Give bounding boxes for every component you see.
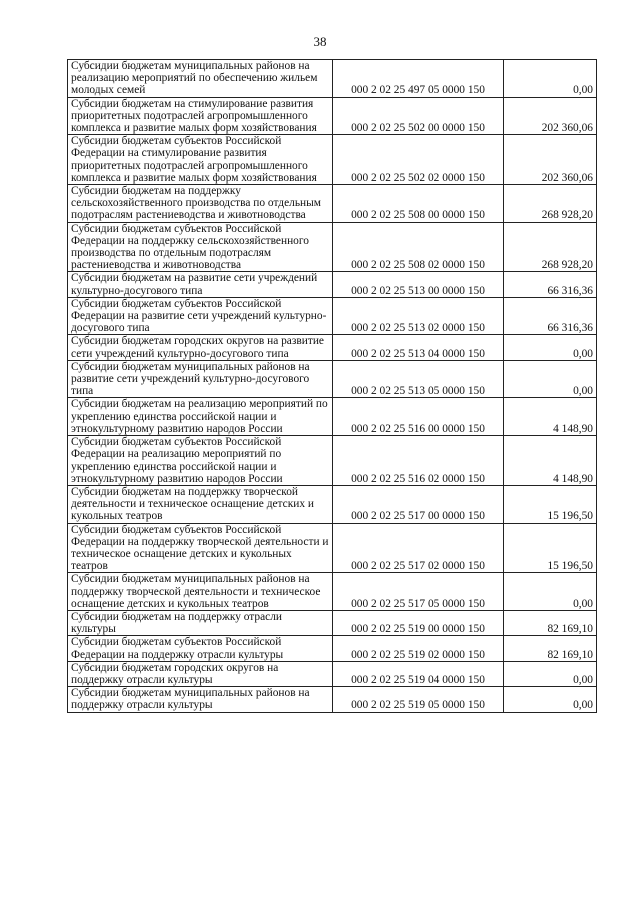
table-row [68, 335, 597, 360]
page-number: 38 [313, 34, 327, 49]
row-name: Субсидии бюджетам муниципальных районов на развитие сети учреждений культурно-досугового типа [68, 360, 333, 398]
table-row [68, 297, 597, 335]
row-name: Субсидии бюджетам муниципальных районов на реализацию мероприятий по обеспечению жильем молодых семей [68, 60, 333, 98]
row-amount: 66 316,36 [504, 272, 597, 297]
row-name: Субсидии бюджетам на поддержку сельскохозяйственного производства по отдельным подотраслям растениеводства и животноводства [68, 185, 333, 223]
row-amount: 202 360,06 [504, 135, 597, 185]
row-code: 000 2 02 25 516 02 0000 150 [333, 436, 504, 486]
table-row [68, 485, 597, 523]
row-code: 000 2 02 25 497 05 0000 150 [333, 60, 504, 98]
row-amount: 202 360,06 [504, 97, 597, 135]
table-row [68, 135, 597, 185]
row-name: Субсидии бюджетам муниципальных районов на поддержку отрасли культуры [68, 687, 333, 712]
row-code: 000 2 02 25 519 00 0000 150 [333, 610, 504, 635]
table-row [68, 573, 597, 611]
budget-revenue-table [67, 59, 597, 713]
row-amount: 0,00 [504, 360, 597, 398]
table-row [68, 97, 597, 135]
row-name: Субсидии бюджетам городских округов на развитие сети учреждений культурно-досугового типа [68, 335, 333, 360]
row-amount: 268 928,20 [504, 185, 597, 223]
row-name: Субсидии бюджетам субъектов Российской Федерации на стимулирование развития приоритетных подотраслей агропромышленного комплекса и развитие малых форм хозяйствования [68, 135, 333, 185]
row-code: 000 2 02 25 519 05 0000 150 [333, 687, 504, 712]
row-name: Субсидии бюджетам на стимулирование развития приоритетных подотраслей агропромышленного комплекса и развитие малых форм хозяйствования [68, 97, 333, 135]
row-code: 000 2 02 25 517 05 0000 150 [333, 573, 504, 611]
row-code: 000 2 02 25 513 04 0000 150 [333, 335, 504, 360]
row-amount: 82 169,10 [504, 636, 597, 661]
row-name: Субсидии бюджетам на поддержку отрасли культуры [68, 610, 333, 635]
row-amount: 0,00 [504, 661, 597, 686]
row-code: 000 2 02 25 513 00 0000 150 [333, 272, 504, 297]
table-row [68, 222, 597, 272]
row-name: Субсидии бюджетам субъектов Российской Федерации на развитие сети учреждений культурно-досугового типа [68, 297, 333, 335]
table-body [68, 60, 597, 713]
row-code: 000 2 02 25 519 04 0000 150 [333, 661, 504, 686]
table-row [68, 636, 597, 661]
row-name: Субсидии бюджетам субъектов Российской Федерации на поддержку отрасли культуры [68, 636, 333, 661]
row-name: Субсидии бюджетам субъектов Российской Федерации на поддержку творческой деятельности и техническое оснащение детских и кукольных театров [68, 523, 333, 573]
row-name: Субсидии бюджетам субъектов Российской Федерации на реализацию мероприятий по укреплению единства российской нации и этнокультурному развитию народов России [68, 436, 333, 486]
row-code: 000 2 02 25 513 02 0000 150 [333, 297, 504, 335]
row-amount: 0,00 [504, 60, 597, 98]
row-amount: 15 196,50 [504, 523, 597, 573]
row-amount: 4 148,90 [504, 398, 597, 436]
row-amount: 15 196,50 [504, 485, 597, 523]
table-row [68, 661, 597, 686]
row-code: 000 2 02 25 516 00 0000 150 [333, 398, 504, 436]
row-amount: 66 316,36 [504, 297, 597, 335]
table-row [68, 523, 597, 573]
table-row [68, 60, 597, 98]
table-row [68, 272, 597, 297]
row-amount: 268 928,20 [504, 222, 597, 272]
row-code: 000 2 02 25 502 00 0000 150 [333, 97, 504, 135]
table-row [68, 610, 597, 635]
row-amount: 0,00 [504, 573, 597, 611]
row-amount: 0,00 [504, 335, 597, 360]
table-row [68, 185, 597, 223]
row-code: 000 2 02 25 517 02 0000 150 [333, 523, 504, 573]
row-code: 000 2 02 25 508 02 0000 150 [333, 222, 504, 272]
row-code: 000 2 02 25 513 05 0000 150 [333, 360, 504, 398]
table-row [68, 360, 597, 398]
row-amount: 0,00 [504, 687, 597, 712]
table-row [68, 687, 597, 712]
row-code: 000 2 02 25 502 02 0000 150 [333, 135, 504, 185]
row-name: Субсидии бюджетам городских округов на поддержку отрасли культуры [68, 661, 333, 686]
row-code: 000 2 02 25 508 00 0000 150 [333, 185, 504, 223]
row-name: Субсидии бюджетам на развитие сети учреждений культурно-досугового типа [68, 272, 333, 297]
row-amount: 82 169,10 [504, 610, 597, 635]
table-row [68, 436, 597, 486]
row-name: Субсидии бюджетам на реализацию мероприятий по укреплению единства российской нации и этнокультурному развитию народов России [68, 398, 333, 436]
row-name: Субсидии бюджетам на поддержку творческой деятельности и техническое оснащение детских и кукольных театров [68, 485, 333, 523]
table-row [68, 398, 597, 436]
row-name: Субсидии бюджетам субъектов Российской Федерации на поддержку сельскохозяйственного производства по отдельным подотраслям растениеводства и животноводства [68, 222, 333, 272]
row-code: 000 2 02 25 517 00 0000 150 [333, 485, 504, 523]
row-amount: 4 148,90 [504, 436, 597, 486]
row-name: Субсидии бюджетам муниципальных районов на поддержку творческой деятельности и техническое оснащение детских и кукольных театров [68, 573, 333, 611]
row-code: 000 2 02 25 519 02 0000 150 [333, 636, 504, 661]
